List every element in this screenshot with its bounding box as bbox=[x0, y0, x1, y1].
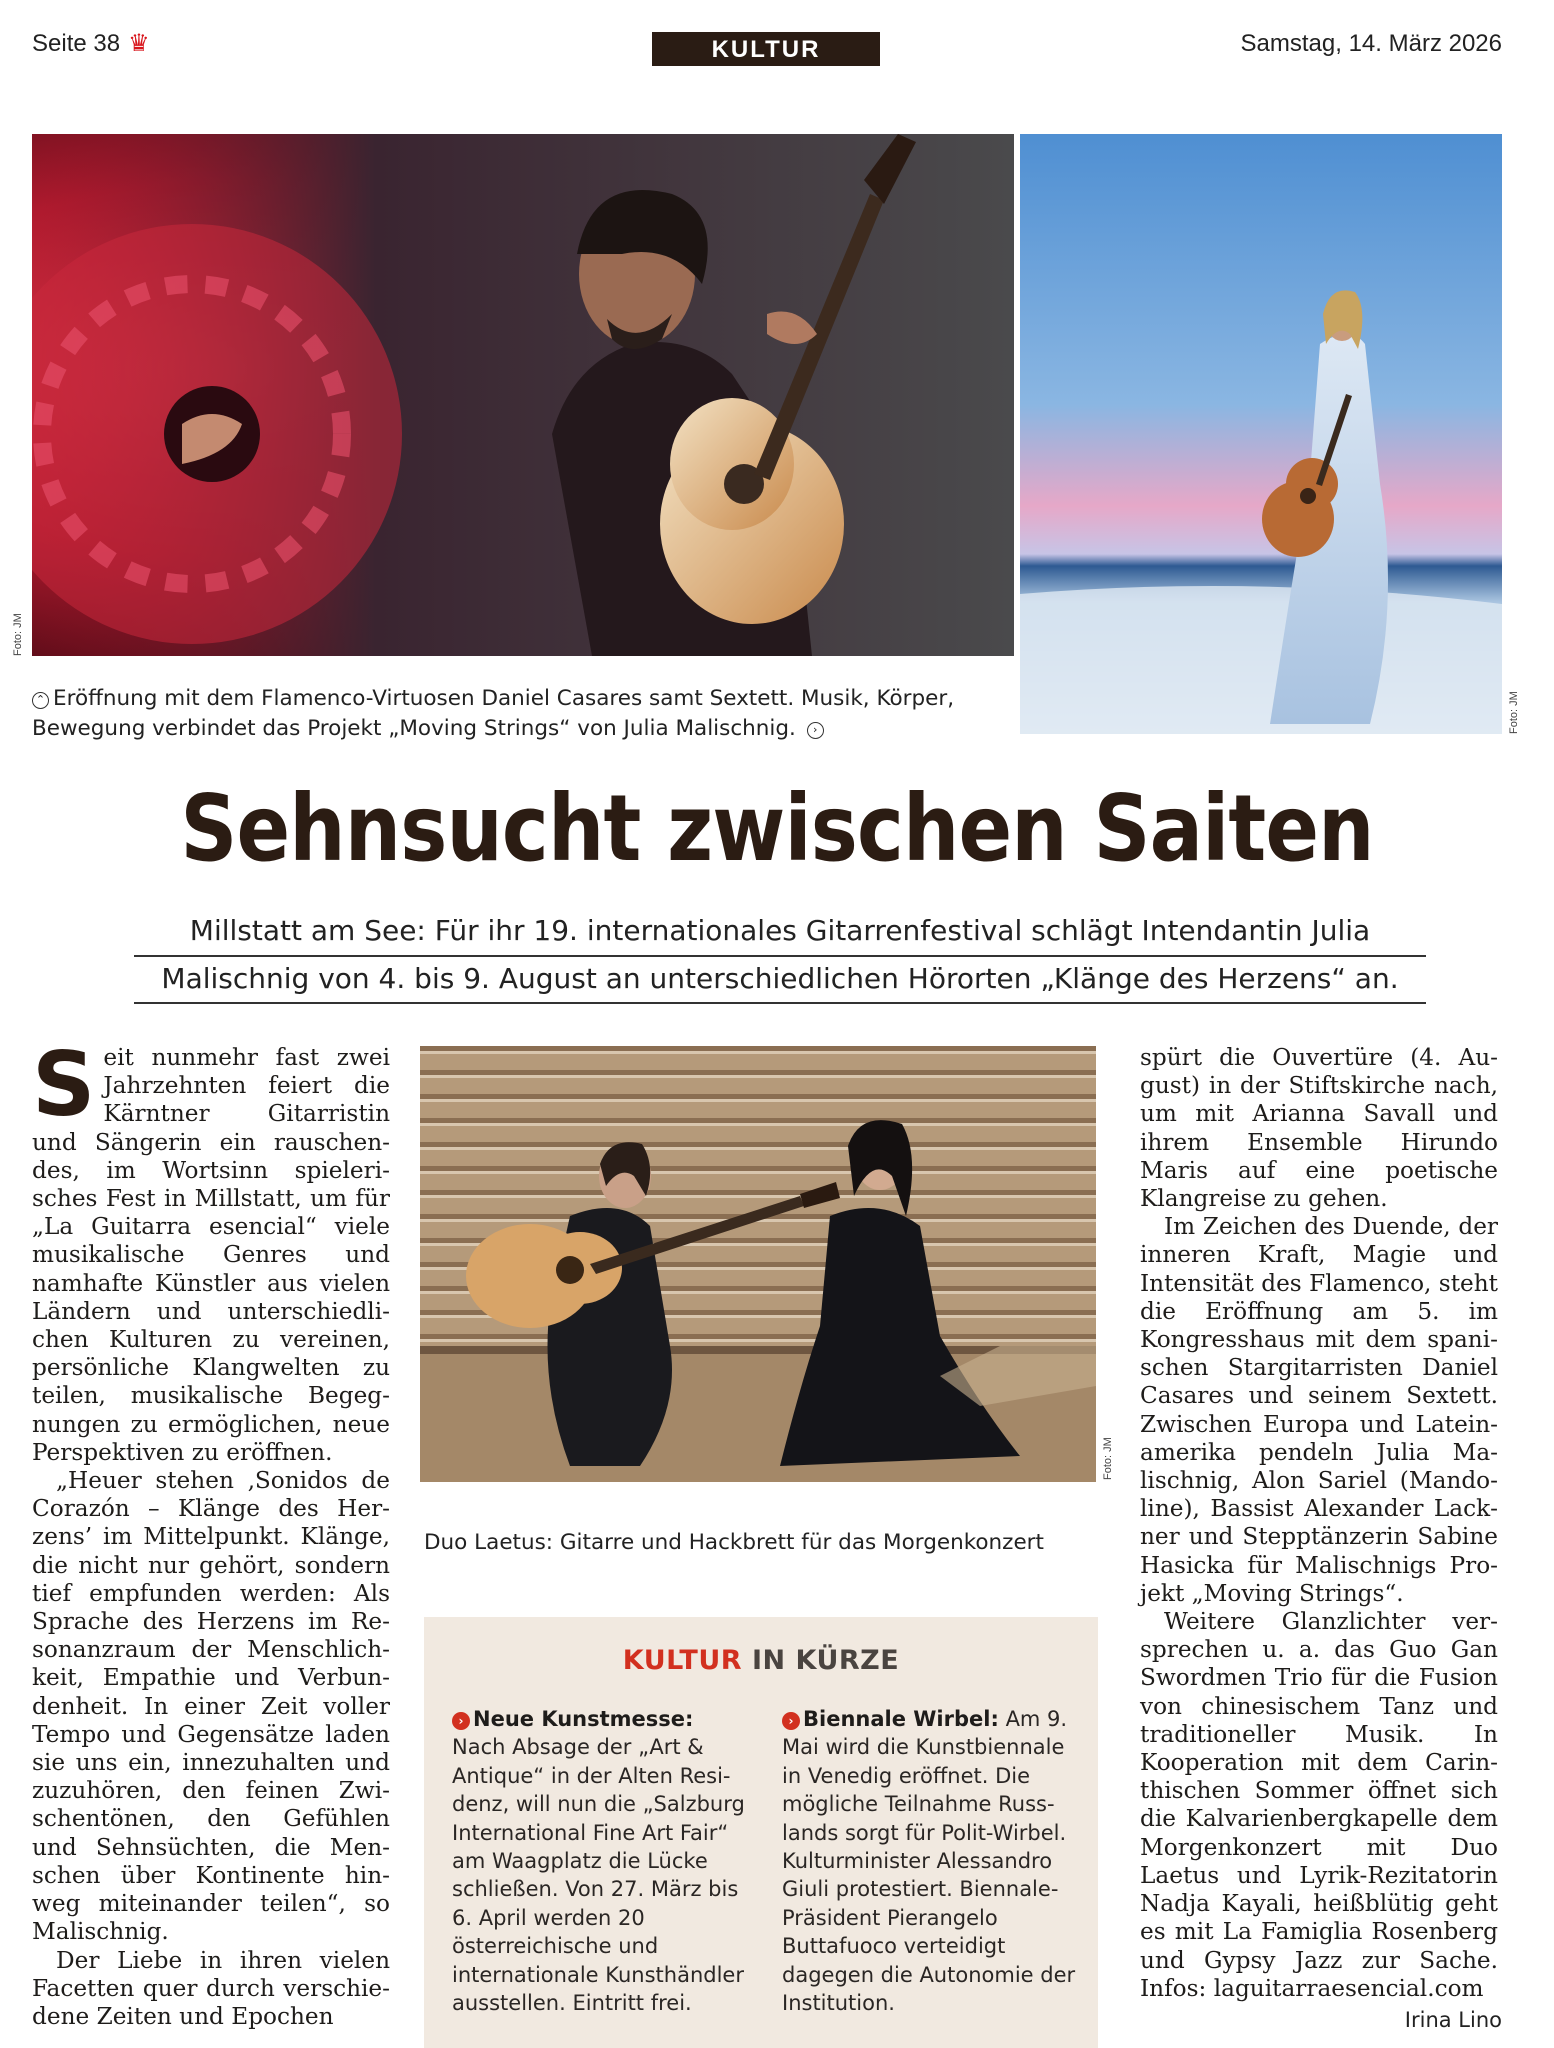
subline-divider bbox=[134, 955, 1426, 957]
news-item-text: Am 9. Mai wird die Kunstbiennale in Venedig eröffnet. Die mögliche Teilnahme Russlands sorgt für Polit-Wirbel. Kulturminister Alessandro Giuli protestiert. Biennale-Präsident Pierangelo Buttafuoco verteidigt dagegen die Autonomie der Institution. bbox=[782, 1707, 1076, 2016]
news-item-kunstmesse bbox=[452, 1705, 752, 2017]
page-number bbox=[32, 30, 150, 58]
body-paragraph bbox=[32, 1033, 390, 1467]
body-column-left bbox=[32, 1033, 390, 2031]
page-number-label: Seite 38 bbox=[32, 30, 121, 57]
body-paragraph: Weitere Glanzlichter versprechen u. a. das Guo Gan Swordmen Trio für die Fusion von chinesischem Tanz und traditioneller Musik. In Kooperation mit dem Carinthischen Sommer öffnet sich die Kalvarienbergkapelle dem Morgenkonzert mit Duo Laetus und Lyrik-Rezitatorin Nadja Kayali, heißblütig geht es mit La Famiglia Rosenberg und Gypsy Jazz zur Sache. Infos: laguitarraesencial.com bbox=[1140, 1608, 1498, 2002]
body-paragraph: „Heuer stehen ‚Sonidos de Corazón – Klänge des Herzens’ im Mittelpunkt. Klänge, die nicht nur gehört, sondern tief empfunden werden: Als Sprache des Herzens im Resonanzraum der Menschlichkeit, Empathie und Verbundenheit. In einer Zeit voller Tempo und Gegensätze laden sie uns ein, innezuhalten und zuzuhören, den feinen Zwischentönen, den Gefühlen und Sehnsüchten, die Menschen über Kontinente hinweg miteinander teilen“, so Malischnig. bbox=[32, 1467, 390, 1946]
news-item-lead: Biennale Wirbel: bbox=[803, 1707, 999, 1731]
photo-flamenco-guitarist bbox=[32, 134, 1014, 656]
body-paragraph: Der Liebe in ihren vielen Facetten quer durch verschiedene Zeiten und Epochen bbox=[32, 1946, 390, 2030]
center-photo-caption: Duo Laetus: Gitarre und Hackbrett für das Morgenkonzert bbox=[424, 1530, 1044, 1555]
photo-credit-left: Foto: JM bbox=[12, 613, 24, 656]
box-title-in-kuerze: IN KÜRZE bbox=[751, 1645, 900, 1676]
subline-line-2: Malischnig von 4. bis 9. August an unterschiedlichen Hörorten „Klänge des Herzens“ an. bbox=[161, 962, 1399, 995]
photo-credit-center: Foto: JM bbox=[1102, 1437, 1114, 1480]
photo-guitarist-beach bbox=[1020, 134, 1502, 734]
issue-date: Samstag, 14. März 2026 bbox=[1240, 30, 1502, 57]
box-title bbox=[424, 1645, 1098, 1676]
headline: Sehnsucht zwischen Saiten bbox=[180, 775, 1374, 882]
news-item-biennale bbox=[782, 1705, 1082, 2017]
author-byline: Irina Lino bbox=[1404, 2008, 1502, 2032]
drop-cap: S bbox=[32, 1033, 96, 1136]
kultur-in-kuerze-box bbox=[424, 1617, 1098, 2048]
news-item-lead: Neue Kunstmesse: bbox=[473, 1707, 694, 1731]
top-photo-caption-text: Eröffnung mit dem Flamenco-Virtuosen Daniel Casares samt Sextett. Musik, Körper, Bewegung verbindet das Projekt „Moving Strings“ von Julia Malischnig. bbox=[32, 686, 955, 741]
top-photo-caption bbox=[32, 684, 1032, 744]
body-column-right bbox=[1140, 1044, 1498, 2003]
body-paragraph: spürt die Ouvertüre (4. August) in der Stiftskirche nach, um mit Arianna Savall und ihrem Ensemble Hirundo Maris auf eine poetische Klangreise zu gehen. bbox=[1140, 1044, 1498, 1213]
body-paragraph-text: eit nunmehr fast zwei Jahrzehnten feiert die Kärntner Gitarristin und Sängerin ein rauschendes, im Wortsinn spielerisches Fest in Millstatt, um für „La Guitarra esencial“ viele musikalische Genres und namhafte Künstler aus vielen Ländern und unterschiedlichen Kulturen zu vereinen, persönliche Klangwelten zu teilen, musikalische Begegnungen zu ermöglichen, neue Perspektiven zu eröffnen. bbox=[32, 1044, 390, 1466]
photo-duo-laetus bbox=[420, 1046, 1096, 1482]
subline-bottom-rule bbox=[134, 1002, 1426, 1004]
box-title-kultur: KULTUR bbox=[622, 1645, 743, 1676]
arrow-right-icon: › bbox=[452, 1712, 470, 1730]
crown-icon: ♛ bbox=[128, 30, 150, 57]
body-paragraph: Im Zeichen des Duende, der inneren Kraft, Magie und Intensität des Flamenco, steht die Eröffnung am 5. im Kongresshaus mit dem spanischen Stargitarristen Daniel Casares und seinem Sextett. Zwischen Europa und Lateinamerika pendeln Julia Malischnig, Alon Sariel (Mandoline), Bassist Alexander Lackner und Stepptänzerin Sabine Hasicka für Malischnigs Projekt „Moving Strings“. bbox=[1140, 1213, 1498, 1607]
news-item-text: Nach Absage der „Art & Antique“ in der Alten Residenz, will nun die „Salzburg International Fine Art Fair“ am Waagplatz die Lücke schließen. Von 27. März bis 6. April werden 20 österreichische und internationale Kunsthändler ausstellen. Eintritt frei. bbox=[452, 1735, 745, 2016]
arrow-right-icon: › bbox=[807, 722, 824, 739]
ressort-label: KULTUR bbox=[652, 32, 880, 66]
arrow-right-icon: › bbox=[782, 1712, 800, 1730]
photo-credit-right: Foto: JM bbox=[1508, 691, 1520, 734]
arrow-up-icon: ⌃ bbox=[32, 692, 49, 709]
subline-line-1: Millstatt am See: Für ihr 19. internationales Gitarrenfestival schlägt Intendantin Julia bbox=[189, 914, 1371, 947]
